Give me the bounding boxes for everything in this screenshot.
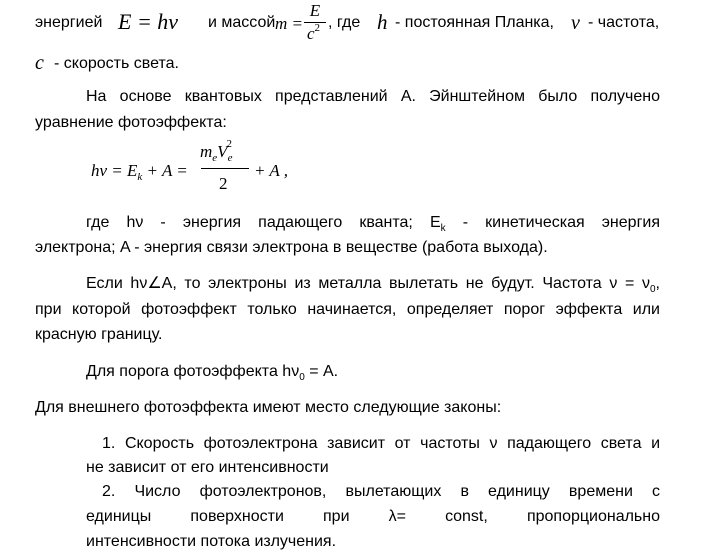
num-exponent: 2 — [226, 138, 232, 150]
law-1-line2: не зависит от его интенсивности — [86, 459, 329, 476]
denominator-c: c — [307, 24, 315, 43]
fraction-denominator-2: 2 — [219, 174, 228, 193]
text-frequency: - частота, — [588, 14, 660, 31]
text-energy-label: энергией — [35, 14, 103, 31]
paragraph-einstein-line1: На основе квантовых представлений А. Эйнштейном было получено — [86, 88, 660, 105]
text-planck-constant: - постоянная Планка, — [395, 14, 554, 31]
condition-subscript: 0 — [299, 372, 305, 384]
symbol-nu: ν — [571, 12, 580, 34]
text-speed-of-light: - скорость света. — [54, 55, 179, 72]
formula-mid-text: + A = — [146, 161, 188, 180]
formula-lhs-text: hν = E — [91, 161, 138, 180]
threshold-subscript: 0 — [649, 284, 656, 296]
paragraph-threshold-condition — [86, 363, 339, 384]
paragraph-threshold-line3: красную границу. — [35, 326, 163, 343]
paragraph-threshold-line2: при которой фотоэффект только начинается, определяет порог эффекта или — [35, 301, 660, 318]
paragraph-einstein-line2: уравнение фотоэффекта: — [35, 114, 227, 131]
symbol-c: c — [35, 52, 44, 74]
condition-end: = A. — [304, 363, 339, 380]
law-2-line3: интенсивности потока излучения. — [86, 533, 337, 550]
law-2-line1: 2. Число фотоэлектронов, вылетающих в единицу времени с — [102, 483, 660, 500]
where-k-subscript: k — [440, 223, 446, 235]
fraction-bar-2 — [201, 168, 249, 169]
formula-e-hnu: E = hν — [118, 9, 179, 34]
threshold-text: Если hν∠A, то электроны из металла вылетать не будут. Частота ν = ν — [86, 275, 650, 292]
law-2-line2: единицы поверхности при λ= const, пропорционально — [86, 508, 660, 525]
paragraph-threshold-line1 — [86, 275, 660, 296]
law-1-line1: 1. Скорость фотоэлектрона зависит от частоты ν падающего света и — [102, 435, 660, 452]
num-m: m — [200, 142, 213, 161]
formula-k-subscript: k — [137, 171, 143, 183]
paragraph-where-line2: электрона; A - энергия связи электрона в веществе (работа выхода). — [35, 239, 548, 256]
formula-photoeffect-lhs — [91, 161, 188, 183]
symbol-h: h — [377, 10, 388, 34]
num-v: V — [217, 142, 228, 161]
where-text: где hν - энергия падающего кванта; E — [86, 214, 441, 231]
fraction-denominator — [307, 22, 321, 43]
condition-text: Для порога фотоэффекта hν — [86, 363, 300, 380]
denominator-exponent: 2 — [314, 22, 321, 34]
paragraph-laws-intro: Для внешнего фотоэффекта имеют место следующие законы: — [35, 399, 502, 416]
paragraph-where-line1 — [86, 214, 661, 235]
fraction-e-over-c2 — [303, 1, 327, 43]
text-mass-label: и массой — [208, 14, 276, 31]
fraction-numerator-mv2 — [200, 138, 233, 164]
text-where: , где — [328, 14, 361, 31]
fraction-numerator: E — [309, 1, 321, 20]
formula-m-eq: m = — [275, 14, 303, 33]
where-kinetic-text: - кинетическая энергия — [445, 214, 661, 231]
threshold-comma: , — [655, 275, 660, 292]
num-v-sub: e — [227, 152, 233, 164]
num-m-sub: e — [212, 152, 218, 164]
formula-photoeffect-rhs: + A , — [254, 161, 288, 180]
